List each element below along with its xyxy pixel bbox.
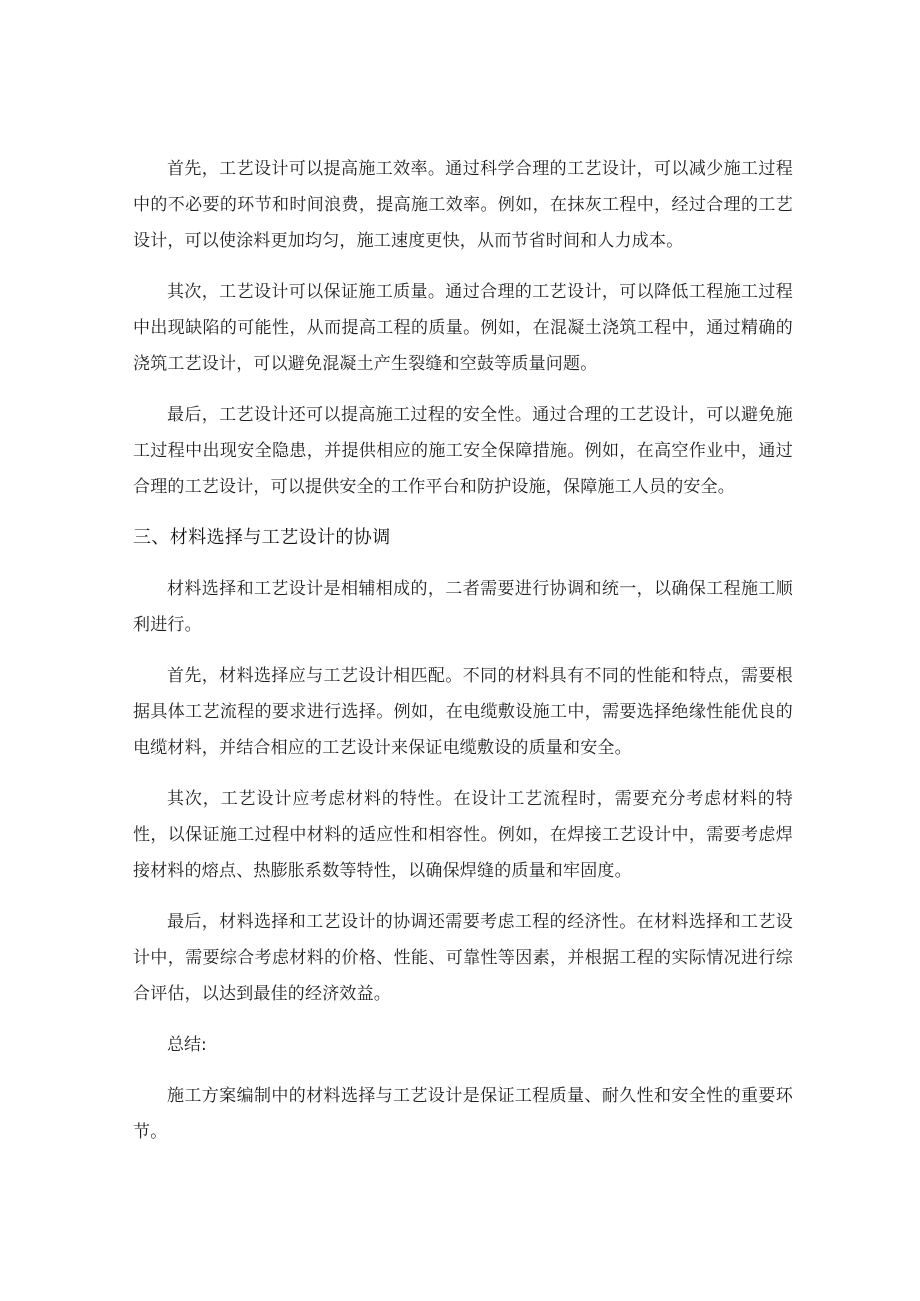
paragraph-safety: 最后，工艺设计还可以提高施工过程的安全性。通过合理的工艺设计，可以避免施工过程中出现安全隐患，并提供相应的施工安全保障措施。例如，在高空作业中，通过合理的工艺设计，可以提供安全的工作平台和防护设施，保障施工人员的安全。 [133,405,793,497]
summary-text: 施工方案编制中的材料选择与工艺设计是保证工程质量、耐久性和安全性的重要环节。 [133,1086,793,1142]
paragraph-efficiency: 首先，工艺设计可以提高施工效率。通过科学合理的工艺设计，可以减少施工过程中的不必要的环节和时间浪费，提高施工效率。例如，在抹灰工程中，经过合理的工艺设计，可以使涂料更加均匀，施工速度更快，从而节省时间和人力成本。 [133,159,793,251]
paragraph-quality: 其次，工艺设计可以保证施工质量。通过合理的工艺设计，可以降低工程施工过程中出现缺陷的可能性，从而提高工程的质量。例如，在混凝土浇筑工程中，通过精确的浇筑工艺设计，可以避免混凝土产生裂缝和空鼓等质量问题。 [133,282,793,374]
paragraph-coordination-intro: 材料选择和工艺设计是相辅相成的，二者需要进行协调和统一，以确保工程施工顺利进行。 [133,579,793,635]
paragraph-material-properties: 其次，工艺设计应考虑材料的特性。在设计工艺流程时，需要充分考虑材料的特性，以保证施工过程中材料的适应性和相容性。例如，在焊接工艺设计中，需要考虑焊接材料的熔点、热膨胀系数等特性，以确保焊缝的质量和牢固度。 [133,789,793,881]
section-heading-coordination: 三、材料选择与工艺设计的协调 [133,527,391,548]
document-body [133,151,793,1150]
summary-label: 总结: [167,1035,207,1055]
paragraph-economy: 最后，材料选择和工艺设计的协调还需要考虑工程的经济性。在材料选择和工艺设计中，需要综合考虑材料的价格、性能、可靠性等因素，并根据工程的实际情况进行综合评估，以达到最佳的经济效益。 [133,912,793,1004]
paragraph-material-match: 首先，材料选择应与工艺设计相匹配。不同的材料具有不同的性能和特点，需要根据具体工艺流程的要求进行选择。例如，在电缆敷设施工中，需要选择绝缘性能优良的电缆材料，并结合相应的工艺设计来保证电缆敷设的质量和安全。 [133,666,793,758]
